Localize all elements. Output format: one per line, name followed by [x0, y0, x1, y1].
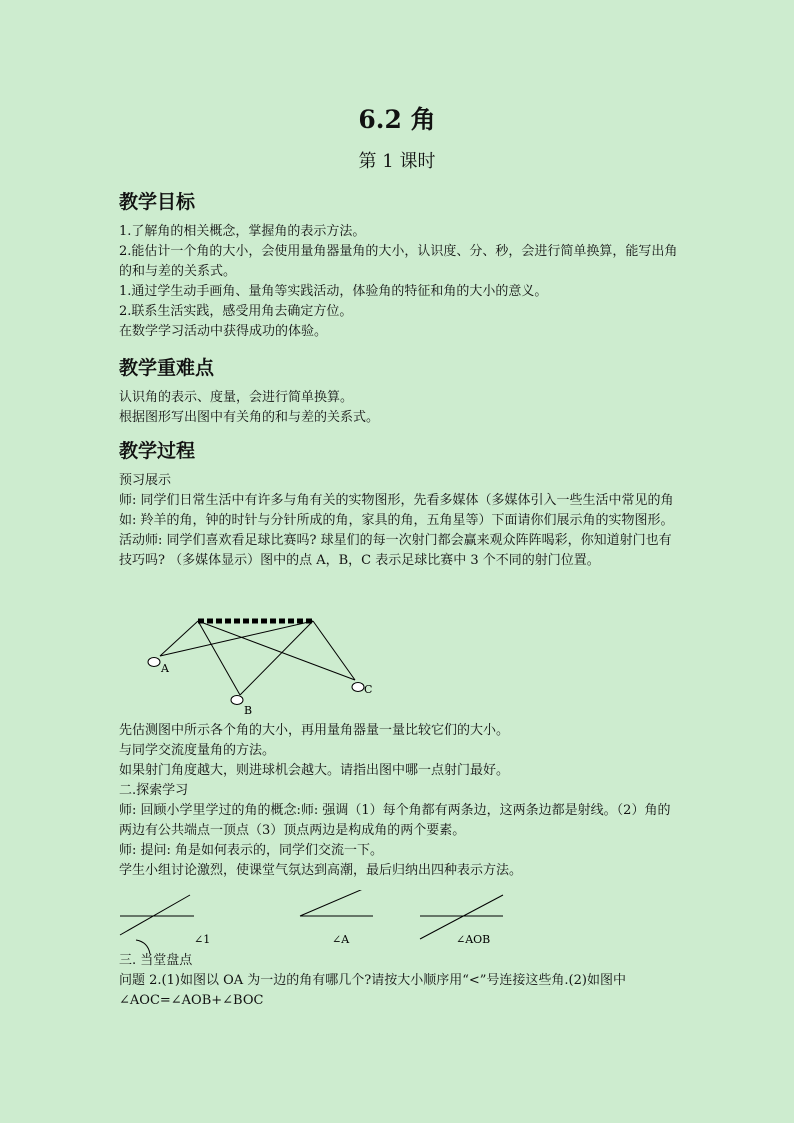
- angle-aob-label: ∠AOB: [456, 933, 491, 946]
- point-c-label: C: [364, 683, 373, 696]
- process-line: 预习展示: [119, 473, 172, 488]
- point-c-marker: [352, 683, 364, 692]
- angle-a-label: ∠A: [332, 933, 350, 946]
- objective-line: 1.了解角的相关概念，掌握角的表示方法。: [119, 224, 366, 239]
- section-heading-key-points: 教学重难点: [119, 357, 215, 379]
- objective-line: 在数学学习活动中获得成功的体验。: [119, 324, 328, 339]
- process-final-text: [119, 951, 679, 1011]
- process-line: 师: 回顾小学里学过的角的概念:师: 强调（1）每个角都有两条边，这两条边都是射线。（2）角的两边有公共端点一顶点（3）顶点两边是构成角的两个要素。: [119, 803, 671, 838]
- process-after-figure-text: [119, 721, 679, 881]
- point-a-marker: [148, 658, 160, 667]
- page-subtitle: 第 1 课时: [358, 151, 436, 172]
- point-b-marker: [231, 696, 243, 705]
- process-line: 二.探索学习: [119, 783, 189, 798]
- objectives-text: [119, 222, 679, 342]
- section-heading-objectives: 教学目标: [119, 191, 196, 213]
- process-line: 与同学交流度量角的方法。: [119, 743, 276, 758]
- process-line: 问题 2.(1)如图以 OA 为一边的角有哪几个?请按大小顺序用“<”号连接这些角.(2)如图中∠AOC=∠AOB+∠BOC: [119, 973, 626, 1008]
- page-title: 6.2 角: [358, 105, 436, 134]
- process-line: 师: 提问: 角是如何表示的，同学们交流一下。: [119, 843, 384, 858]
- key-point-line: 根据图形写出图中有关角的和与差的关系式。: [119, 410, 380, 425]
- process-line: 三. 当堂盘点: [119, 953, 193, 968]
- process-intro-text: [119, 471, 679, 571]
- angle-notation-figure: [110, 890, 530, 958]
- angle-1-label: ∠1: [194, 933, 211, 946]
- objective-line: 2.联系生活实践，感受用角去确定方位。: [119, 304, 353, 319]
- section-heading-process: 教学过程: [119, 440, 196, 462]
- key-point-line: 认识角的表示、度量，会进行简单换算。: [119, 390, 354, 405]
- process-line: 学生小组讨论激烈，使课堂气氛达到高潮，最后归纳出四种表示方法。: [119, 863, 523, 878]
- point-b-label: B: [244, 704, 253, 717]
- process-line: 如果射门角度越大，则进球机会越大。请指出图中哪一点射门最好。: [119, 763, 510, 778]
- point-a-label: A: [161, 662, 169, 675]
- key-points-text: [119, 388, 679, 428]
- process-line: 先估测图中所示各个角的大小，再用量角器量一量比较它们的大小。: [119, 723, 510, 738]
- shooting-position-figure: [140, 610, 380, 720]
- objective-line: 1.通过学生动手画角、量角等实践活动，体验角的特征和角的大小的意义。: [119, 284, 548, 299]
- objective-line: 2.能估计一个角的大小，会使用量角器量角的大小，认识度、分、秒，会进行简单换算，能写出角的和与差的关系式。: [119, 244, 678, 279]
- process-line: 师: 同学们日常生活中有许多与角有关的实物图形，先看多媒体（多媒体引入一些生活中常见的角如: 羚羊的角，钟的时针与分针所成的角，家具的角，五角星等）下面请你们展示角的实物图形。活动师: 同学们喜欢看足球比赛吗? 球星们的每一次射门都会赢来观众阵阵喝彩，你知道射门也有技巧吗? （多媒体显示）图中的点 A，B，C 表示足球比赛中 3 个不同的射门位置。: [119, 493, 674, 568]
